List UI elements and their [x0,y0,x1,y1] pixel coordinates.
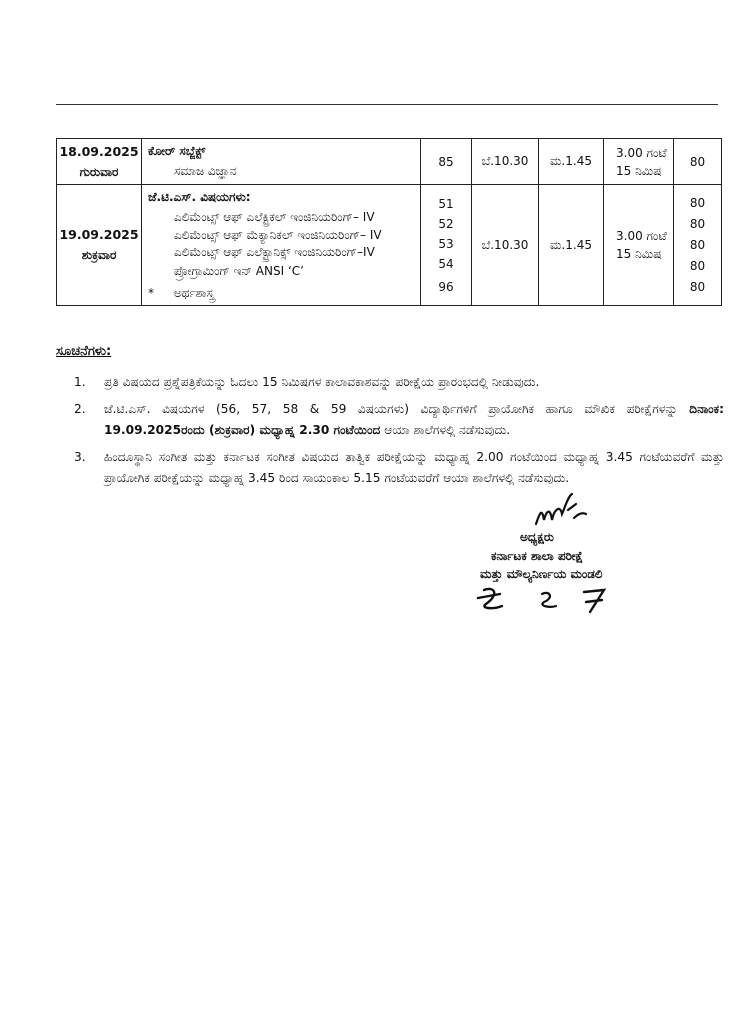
note-item [74,372,724,393]
subject-code: 96 [438,279,454,294]
note-item [74,447,724,489]
marks-value: 80 [689,279,706,294]
signature-line2: ಮತ್ತು ಮೌಲ್ಯನಿರ್ಣಯ ಮಂಡಲಿ [480,567,603,581]
exam-day: ಗುರುವಾರ [79,164,119,179]
subject-name: ಎಲಿಮೆಂಟ್ಸ್ ಆಫ್ ಮೆಕ್ಯಾನಿಕಲ್ ಇಂಜಿನಿಯರಿಂಗ್– IV [174,228,382,242]
signature-title: ಅಧ್ಯಕ್ಷರು [520,530,554,544]
table-row [57,185,722,306]
start-time: ಬೆ.10.30 [472,139,539,185]
star-marker: * [148,286,154,300]
duration-hours: 3.00 ಗಂಟೆ [616,229,667,243]
exam-date-cell [57,185,142,306]
subject-code: 85 [421,139,472,185]
subject-code: 52 [438,216,454,231]
exam-day: ಶುಕ್ರವಾರ [81,248,117,262]
subject-name: ಎಲಿಮೆಂಟ್ಸ್ ಆಫ್ ಎಲೆಕ್ಟ್ರಾನಿಕ್ಸ್ ಇಂಜಿನಿಯರಿಂಗ್–IV [174,245,375,259]
max-marks [674,185,722,306]
subject-code: 53 [438,236,454,251]
note-text-bold: ದಿನಾಂಕ: 19.09.2025ರಂದು (ಶುಕ್ರವಾರ) ಮಧ್ಯಾಹ್ನ 2.30 ಗಂಟೆಯಿಂದ [104,402,725,437]
duration-hours: 3.00 ಗಂಟೆ [616,145,667,160]
end-time: ಮ.1.45 [539,139,604,185]
table-row [57,139,722,185]
notes-title: ಸೂಚನೆಗಳು: [56,344,112,359]
subject-cell [142,139,421,185]
note-text-part: ಜೆ.ಟಿ.ಎಸ್. ವಿಷಯಗಳ (56, 57, 58 & 59 ವಿಷಯಗಳು) ವಿದ್ಯಾರ್ಥಿಗಳಿಗೆ ಪ್ರಾಯೋಗಿಕ ಹಾಗೂ ಮೌಖಿಕ ಪರೀಕ್ಷೆಗಳನ್ನು [104,402,678,416]
note-number: 1. [74,375,86,389]
signature-line1: ಕರ್ನಾಟಕ ಶಾಲಾ ಪರೀಕ್ಷೆ [491,549,584,563]
subject-cell [142,185,421,306]
star-subject: ಅರ್ಥಶಾಸ್ತ್ರ [173,286,215,300]
exam-timetable [56,138,722,306]
note-text [104,399,724,441]
subject-category: ಕೋರ್ ಸಬ್ಜೆಕ್ಟ್ [148,144,206,158]
subject-code: 54 [438,256,454,271]
max-marks: 80 [674,139,722,185]
subject-name: ಸಮಾಜ ವಿಜ್ಞಾನ [174,164,237,178]
subject-name [148,283,414,303]
duration [604,185,674,306]
marks-value: 80 [689,237,706,252]
end-time: ಮ.1.45 [539,185,604,306]
exam-date-cell [57,139,142,185]
subject-codes [421,185,472,306]
note-text: ಪ್ರತಿ ವಿಷಯದ ಪ್ರಶ್ನೆಪತ್ರಿಕೆಯನ್ನು ಓದಲು 15 ನಿಮಿಷಗಳ ಕಾಲಾವಕಾಶವನ್ನು ಪರೀಕ್ಷೆಯ ಪ್ರಾರಂಭದಲ್ಲಿ ನೀಡುವುದು. [104,375,540,389]
top-rule [56,104,718,105]
note-number: 2. [74,402,86,416]
subject-category: ಜೆ.ಟಿ.ಎಸ್. ವಿಷಯಗಳು: [148,190,251,204]
marks-value: 80 [689,216,706,231]
exam-date: 19.09.2025 [59,227,139,242]
subject-name: ಎಲಿಮೆಂಟ್ಸ್ ಆಫ್ ಎಲೆಕ್ಟ್ರಿಕಲ್ ಇಂಜಿನಿಯರಿಂಗ್– IV [174,210,375,224]
subject-code: 51 [438,196,454,211]
marks-value: 80 [689,195,706,210]
duration-minutes: 15 ನಿಮಿಷ [616,163,662,178]
note-text: ಹಿಂದೂಸ್ಥಾನಿ ಸಂಗೀತ ಮತ್ತು ಕರ್ನಾಟಕ ಸಂಗೀತ ವಿಷಯದ ತಾತ್ವಿಕ ಪರೀಕ್ಷೆಯನ್ನು ಮಧ್ಯಾಹ್ನ 2.00 ಗಂಟೆಯಿಂದ ಮಧ್ಯಾಹ್ನ 3.45 ಗಂಟೆಯವರೆಗೆ ಮತ್ತು ಪ್ರಾಯೋಗಿಕ ಪರೀಕ್ಷೆಯನ್ನು ಮಧ್ಯಾಹ್ನ 3.45 ರಿಂದ ಸಾಯಂಕಾಲ 5.15 ಗಂಟೆಯವರೆಗೆ ಆಯಾ ಶಾಲೆಗಳಲ್ಲಿ ನಡೆಸುವುದು. [104,450,724,485]
note-item [74,399,725,441]
handwritten-initials [472,582,622,616]
exam-date: 18.09.2025 [59,143,139,159]
duration-minutes: 15 ನಿಮಿಷ [616,247,662,261]
start-time: ಬೆ.10.30 [472,185,539,306]
signature-scribble [532,490,592,534]
note-number: 3. [74,450,86,464]
marks-value: 80 [689,258,706,273]
duration [604,139,674,185]
note-text-part: ಆಯಾ ಶಾಲೆಗಳಲ್ಲಿ ನಡೆಸುವುದು. [380,423,511,437]
subject-name: ಪ್ರೋಗ್ರಾಮಿಂಗ್ ಇನ್ ANSI ‘C’ [174,264,304,278]
